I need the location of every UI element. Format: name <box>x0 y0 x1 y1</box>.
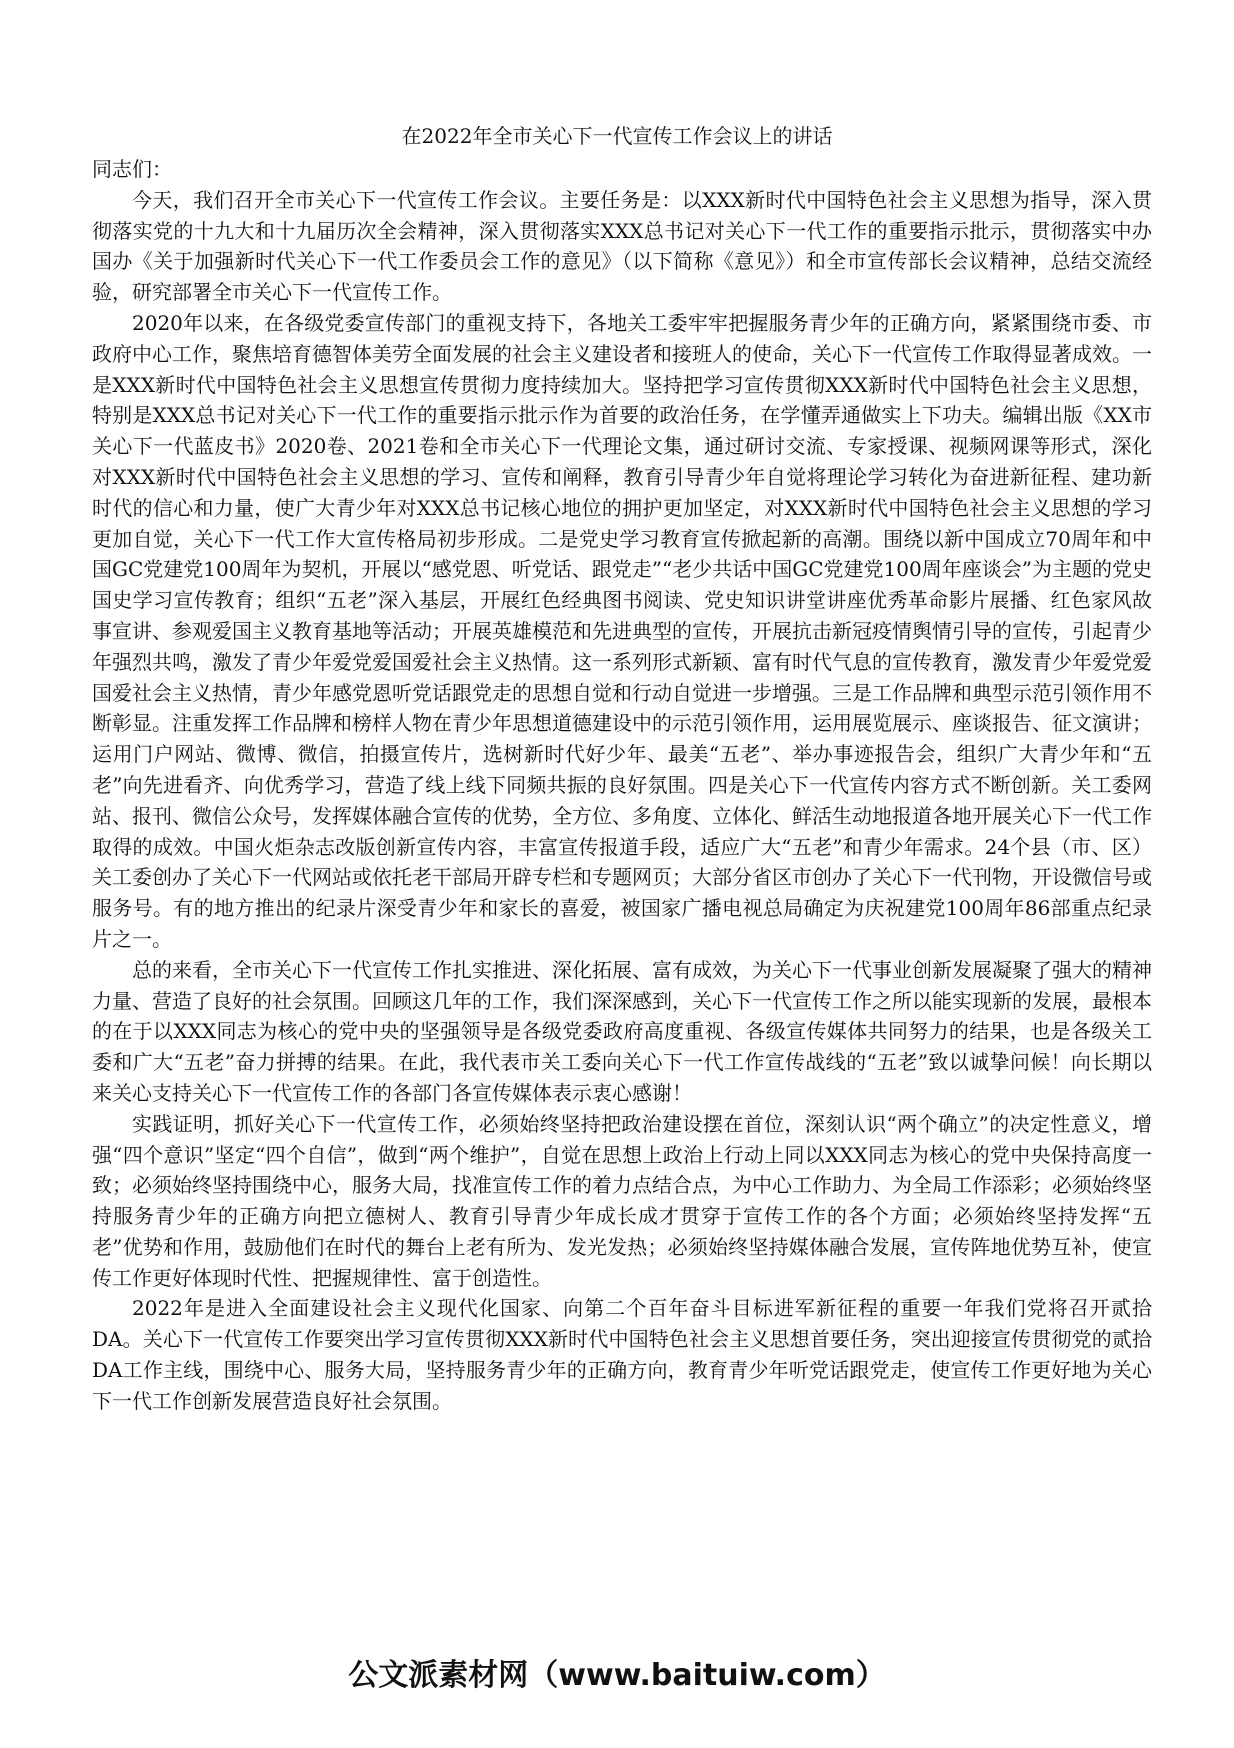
salutation: 同志们： <box>92 157 172 181</box>
paragraph-summary: 总的来看，全市关心下一代宣传工作扎实推进、深化拓展、富有成效，为关心下一代事业创新发展凝聚了强大的精神力量、营造了良好的社会氛围。回顾这几年的工作，我们深深感到，关心下一代宣传工作之所以能实现新的发展，最根本的在于以XXX同志为核心的党中央的坚强领导是各级党委政府高度重视、各级宣传媒体共同努力的结果，也是各级关工委和广大“五老”奋力拼搏的结果。在此，我代表市关工委向关心下一代工作宣传战线的“五老”致以诚挚问候！向长期以来关心支持关心下一代宣传工作的各部门各宣传媒体表示衷心感谢！ <box>92 957 1152 1105</box>
footer-watermark: 公文派素材网（www.baituiw.com） <box>348 1658 886 1693</box>
paragraph-outlook: 2022年是进入全面建设社会主义现代化国家、向第二个百年奋斗目标进军新征程的重要一年我们党将召开贰拾DA。关心下一代宣传工作要突出学习宣传贯彻XXX新时代中国特色社会主义思想首要任务，突出迎接宣传贯彻党的贰拾DA工作主线，围绕中心、服务大局，坚持服务青少年的正确方向，教育青少年听党话跟党走，使宣传工作更好地为关心下一代工作创新发展营造良好社会氛围。 <box>92 1296 1152 1413</box>
paragraph-achievements: 2020年以来，在各级党委宣传部门的重视支持下，各地关工委牢牢把握服务青少年的正确方向，紧紧围绕市委、市政府中心工作，聚焦培育德智体美劳全面发展的社会主义建设者和接班人的使命，关心下一代宣传工作取得显著成效。一是XXX新时代中国特色社会主义思想宣传贯彻力度持续加大。坚持把学习宣传贯彻XXX新时代中国特色社会主义思想，特别是XXX总书记对关心下一代工作的重要指示批示作为首要的政治任务，在学懂弄通做实上下功夫。编辑出版《XX市关心下一代蓝皮书》2020卷、2021卷和全市关心下一代理论文集，通过研讨交流、专家授课、视频网课等形式，深化对XXX新时代中国特色社会主义思想的学习、宣传和阐释，教育引导青少年自觉将理论学习转化为奋进新征程、建功新时代的信心和力量，使广大青少年对XXX总书记核心地位的拥护更加坚定，对XXX新时代中国特色社会主义思想的学习更加自觉，关心下一代工作大宣传格局初步形成。二是党史学习教育宣传掀起新的高潮。围绕以新中国成立70周年和中国GC党建党100周年为契机，开展以“感党恩、听党话、跟党走”“老少共话中国GC党建党100周年座谈会”为主题的党史国史学习宣传教育；组织“五老”深入基层，开展红色经典图书阅读、党史知识讲堂讲座优秀革命影片展播、红色家风故事宣讲、参观爱国主义教育基地等活动；开展英雄模范和先进典型的宣传，开展抗击新冠疫情舆情引导的宣传，引起青少年强烈共鸣，激发了青少年爱党爱国爱社会主义热情。这一系列形式新颖、富有时代气息的宣传教育，激发青少年爱党爱国爱社会主义热情，青少年感党恩听党话跟党走的思想自觉和行动自觉进一步增强。三是工作品牌和典型示范引领作用不断彰显。注重发挥工作品牌和榜样人物在青少年思想道德建设中的示范引领作用，运用展览展示、座谈报告、征文演讲；运用门户网站、微博、微信，拍摄宣传片，选树新时代好少年、最美“五老”、举办事迹报告会，组织广大青少年和“五老”向先进看齐、向优秀学习，营造了线上线下同频共振的良好氛围。四是关心下一代宣传内容方式不断创新。关工委网站、报刊、微信公众号，发挥媒体融合宣传的优势，全方位、多角度、立体化、鲜活生动地报道各地开展关心下一代工作取得的成效。中国火炬杂志改版创新宣传内容，丰富宣传报道手段，适应广大“五老”和青少年需求。24个县（市、区）关工委创办了关心下一代网站或依托老干部局开辟专栏和专题网页；大部分省区市创办了关心下一代刊物，开设微信号或服务号。有的地方推出的纪录片深受青少年和家长的喜爱，被国家广播电视总局确定为庆祝建党100周年86部重点纪录片之一。 <box>92 310 1152 951</box>
document-title: 在2022年全市关心下一代宣传工作会议上的讲话 <box>401 124 833 148</box>
paragraph-opening: 今天，我们召开全市关心下一代宣传工作会议。主要任务是：以XXX新时代中国特色社会主义思想为指导，深入贯彻落实党的十九大和十九届历次全会精神，深入贯彻落实XXX总书记对关心下一代工作的重要指示批示，贯彻落实中办国办《关于加强新时代关心下一代工作委员会工作的意见》（以下简称《意见》）和全市宣传部长会议精神，总结交流经验，研究部署全市关心下一代宣传工作。 <box>92 187 1152 305</box>
document-body <box>92 154 1152 1417</box>
paragraph-experience: 实践证明，抓好关心下一代宣传工作，必须始终坚持把政治建设摆在首位，深刻认识“两个确立”的决定性意义，增强“四个意识”坚定“四个自信”，做到“两个维护”，自觉在思想上政治上行动上同以XXX同志为核心的党中央保持高度一致；必须始终坚持围绕中心，服务大局，找准宣传工作的着力点结合点，为中心工作助力、为全局工作添彩；必须始终坚持服务青少年的正确方向把立德树人、教育引导青少年成长成才贯穿于宣传工作的各个方面；必须始终坚持发挥“五老”优势和作用，鼓励他们在时代的舞台上老有所为、发光发热；必须始终坚持媒体融合发展，宣传阵地优势互补，使宣传工作更好体现时代性、把握规律性、富于创造性。 <box>92 1111 1152 1290</box>
